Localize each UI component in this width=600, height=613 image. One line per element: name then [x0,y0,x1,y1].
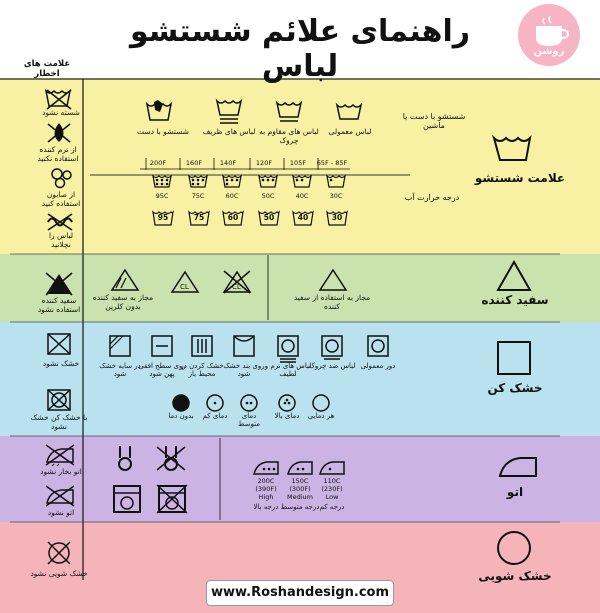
heat-label: دمای بالا [274,412,300,420]
heat-label: دمای کم [202,412,228,420]
warning-no-tumble: با خشک کن خشک نشود [30,413,88,431]
iron-category-label: اتو [506,485,524,499]
temp-tub-value: 40 [297,213,309,222]
bleach-non-chlorine-label: مجاز به سفید کننده بدون کلرین [92,293,154,311]
iron-celsius: 110C [323,477,341,485]
iron-level-fa: درجه متوسط [280,503,320,511]
iron-fahrenheit: (230F) [321,485,343,493]
svg-text:CL: CL [180,283,189,291]
iron-level-en: Low [325,493,339,501]
heat-label: بدون دما [168,412,194,420]
warning-header: علامت های اخطار [23,59,71,79]
warning-use-soap: از صابون استفاده کنید [41,190,81,208]
warning-no-bleach: سفید کننده استفاده نشود [37,296,81,314]
dry-category-label: خشک کن [487,381,543,395]
bleach-allowed-label: مجاز به استفاده از سفید کننده [293,293,371,311]
temp-c-label: 95C [155,192,169,200]
wash-type-hand: شستشو با دست [137,127,189,136]
dry-type-label: روی بند خشک شود [223,362,265,379]
dryclean-category-label: خشک شویی [478,569,552,583]
wash-type-delicate: لباس های ظریف [202,127,256,136]
temp-c-label: 60C [225,192,239,200]
iron-fahrenheit: (300F) [289,485,311,493]
temp-c-label: 30C [329,192,343,200]
iron-level-fa: درجه کم [319,503,345,511]
heat-label: دمای متوسط [238,412,260,429]
temp-tub-value: 50 [263,213,275,222]
iron-fahrenheit: (390F) [255,485,277,493]
temp-c-label: 40C [295,192,309,200]
temp-f-label: 120F [255,159,273,167]
svg-text:CL: CL [232,283,241,291]
page-title: راهنمای علائم شستشو لباس [129,14,471,84]
website-url[interactable]: www.Roshandesign.com [206,580,394,606]
temp-f-label: 65F - 85F [316,159,348,167]
iron-level-fa: درجه بالا [253,503,279,511]
wash-header-methods: شستشو با دست یا ماشین [402,112,466,131]
temp-c-label: 50C [261,192,275,200]
bleach-category-label: سفید کننده [481,293,549,307]
dry-type-label: خشک کردن در محیط باز [180,362,224,379]
iron-level-en: Medium [287,493,313,501]
iron-level-en: High [258,493,274,501]
iron-celsius: 200C [257,477,275,485]
warning-no-steam-iron: اتو بخار نشود [40,467,82,476]
warning-no-softener: از نرم کننده استفاده نکنید [37,145,79,163]
dry-type-label: لباس های نرم و لطیف [264,362,312,379]
wash-type-permanent: لباس های مقاوم به چروک [259,127,319,145]
dry-type-label: روی سطح افقی پهن شود [138,362,186,379]
temp-tub-value: 75 [193,213,205,222]
warning-no-wash: شسته نشود [42,108,80,117]
dry-type-label: در سایه خشک شود [99,362,141,379]
warning-no-wring: لباس را نچلانید [48,231,74,249]
temp-c-label: 75C [191,192,205,200]
temp-tub-value: 30 [331,213,343,222]
warning-no-dryclean: خشک شویی نشود [30,569,88,578]
temp-tub-value: 60 [227,213,239,222]
dry-type-label: دور معمولی [360,362,396,370]
warning-no-dry: خشک نشود [42,359,80,368]
wash-type-normal: لباس معمولی [328,127,372,136]
warning-no-iron: اتو نشود [47,508,75,517]
logo-text: روشن [533,46,565,57]
temp-f-label: 160F [185,159,203,167]
temp-tub-value: 95 [157,213,169,222]
dry-type-label: لباس ضد چروک [308,362,356,370]
temp-f-label: 105F [289,159,307,167]
temp-f-label: 200F [149,159,167,167]
wash-header-temp: درجه حرارت آب [404,193,460,202]
heat-label: هر دمایی [307,412,335,420]
temp-f-label: 140F [219,159,237,167]
wash-category-label: علامت شستشو [474,171,566,185]
iron-celsius: 150C [291,477,309,485]
